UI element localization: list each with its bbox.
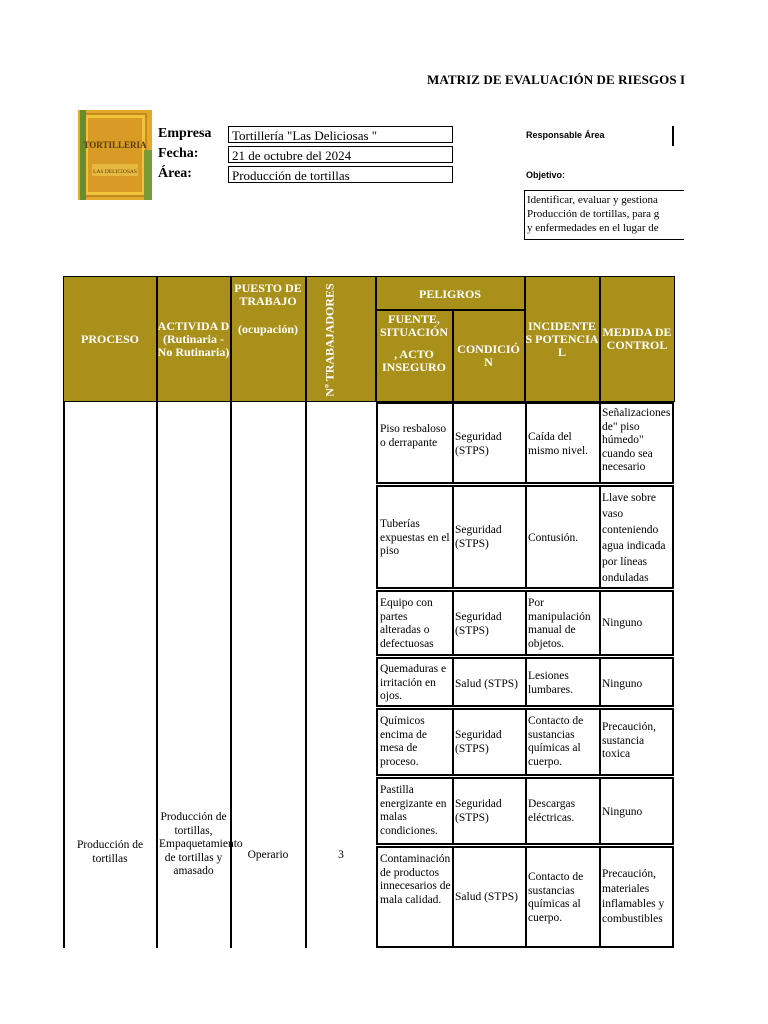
row-medida: Señalizaciones de" piso húmedo" cuando sea necesario	[602, 407, 671, 473]
objetivo-line-2: Producción de tortillas, para g	[527, 208, 660, 220]
document-title: MATRIZ DE EVALUACIÓN DE RIESGOS I	[427, 72, 686, 87]
grid-line	[599, 276, 601, 402]
responsable-box-edge	[672, 126, 674, 146]
table-row	[376, 402, 674, 484]
grid-line	[525, 592, 527, 654]
grid-line	[452, 592, 454, 654]
grid-line	[524, 276, 526, 402]
row-incidente: Caída del mismo nivel.	[528, 431, 589, 457]
table-row	[376, 846, 674, 948]
row-condicion: Seguridad (STPS)	[455, 611, 502, 637]
row-medida: Llave sobre vaso conteniendo agua indicada por líneas onduladas	[602, 492, 666, 584]
grid-line	[599, 848, 601, 946]
area-label: Área:	[158, 166, 192, 181]
row-medida: Ninguno	[602, 806, 643, 818]
grid-line	[452, 404, 454, 482]
row-incidente: Contusión.	[528, 532, 579, 544]
objetivo-label: Objetivo:	[526, 170, 566, 180]
grid-line	[452, 310, 454, 402]
empresa-label: Empresa	[158, 126, 212, 141]
header-peligros: PELIGROS	[376, 278, 524, 310]
row-condicion: Seguridad (STPS)	[455, 524, 502, 550]
grid-line	[452, 659, 454, 705]
grid-line	[599, 779, 601, 843]
grid-line	[599, 710, 601, 774]
row-fuente: Tuberías expuestas en el piso	[380, 518, 450, 557]
row-condicion: Salud (STPS)	[455, 678, 518, 690]
row-fuente: Piso resbaloso o derrapante	[380, 423, 447, 449]
logo-text-bottom: LAS DELICIOSAS	[93, 169, 137, 175]
trabajadores-value: 3	[338, 849, 344, 861]
row-condicion: Seguridad (STPS)	[455, 431, 502, 457]
row-fuente: Pastilla energizante en malas condiciones.	[380, 784, 447, 837]
row-fuente: Quemaduras e irritación en ojos.	[380, 663, 447, 702]
grid-line	[525, 487, 527, 587]
row-fuente: Equipo con partes alteradas o defectuosas	[380, 597, 434, 650]
grid-line	[599, 659, 601, 705]
grid-line	[599, 487, 601, 587]
grid-line	[230, 276, 232, 402]
grid-line	[599, 404, 601, 482]
row-fuente: Contaminación de productos innecesarios de mala calidad.	[380, 853, 451, 906]
grid-line	[305, 402, 307, 948]
header-fuente-2: , ACTO INSEGURO	[376, 343, 452, 379]
grid-line	[305, 276, 307, 402]
header-proceso: PROCESO	[64, 278, 156, 400]
header-puesto-1: PUESTO DE TRABAJO	[231, 278, 305, 312]
empresa-value: Tortillería "Las Deliciosas "	[228, 126, 453, 143]
grid-line	[525, 848, 527, 946]
objetivo-line-3: y enfermedades en el lugar de	[527, 222, 659, 234]
puesto-value: Operario	[247, 849, 289, 861]
header-puesto-2: (ocupación)	[231, 318, 305, 340]
row-incidente: Por manipulación manual de objetos.	[528, 597, 591, 650]
row-medida: Ninguno	[602, 617, 643, 629]
header-trabajadores: Nº TRABAJADORES	[322, 283, 337, 397]
header-fuente-1: FUENTE, SITUACIÓN	[376, 311, 452, 341]
fecha-label: Fecha:	[158, 146, 199, 161]
row-condicion: Salud (STPS)	[455, 891, 518, 903]
grid-line	[525, 404, 527, 482]
grid-line	[156, 276, 158, 402]
row-condicion: Seguridad (STPS)	[455, 798, 502, 824]
grid-line	[525, 779, 527, 843]
header-incidentes: INCIDENTE S POTENCIA L	[525, 278, 599, 400]
grid-line	[375, 276, 377, 402]
grid-line	[525, 710, 527, 774]
table-row	[376, 590, 674, 656]
row-incidente: Descargas eléctricas.	[528, 798, 576, 824]
logo-text-top: TORTILLERIA	[83, 140, 147, 150]
grid-line	[452, 487, 454, 587]
grid-line	[230, 402, 232, 948]
row-incidente: Lesiones lumbares.	[528, 670, 574, 696]
table-row	[376, 485, 674, 589]
grid-line	[452, 710, 454, 774]
row-fuente: Químicos encima de mesa de proceso.	[380, 715, 427, 768]
logo-image	[78, 110, 152, 200]
table-row	[376, 657, 674, 707]
table-row	[376, 708, 674, 776]
row-condicion: Seguridad (STPS)	[455, 729, 502, 755]
header-medida: MEDIDA DE CONTROL	[600, 278, 674, 400]
grid-line	[525, 659, 527, 705]
grid-line	[599, 592, 601, 654]
header-actividad: ACTIVIDA D (Rutinaria - No Rutinaria)	[157, 278, 230, 400]
area-value: Producción de tortillas	[228, 166, 453, 183]
row-incidente: Contacto de sustancias químicas al cuerpo.	[528, 871, 584, 924]
table-row	[376, 777, 674, 845]
row-medida: Precaución, materiales inflamables y combustibles	[602, 868, 665, 925]
row-incidente: Contacto de sustancias químicas al cuerpo.	[528, 715, 584, 768]
actividad-value: Producción de tortillas, Empaquetamiento de tortillas y amasado	[159, 811, 243, 877]
grid-line	[375, 309, 525, 311]
row-medida: Ninguno	[602, 678, 643, 690]
objetivo-line-1: Identificar, evaluar y gestiona	[527, 194, 658, 206]
objetivo-text	[524, 190, 684, 240]
proceso-value: Producción de tortillas	[76, 839, 144, 865]
responsable-label: Responsable Área	[526, 130, 605, 140]
grid-line	[452, 779, 454, 843]
header-condicion: CONDICIÓ N	[453, 311, 524, 400]
tortilleria-logo	[78, 110, 152, 200]
fecha-value: 21 de octubre del 2024	[228, 146, 453, 163]
grid-line	[452, 848, 454, 946]
row-medida: Precaución, sustancia toxica	[602, 721, 656, 760]
